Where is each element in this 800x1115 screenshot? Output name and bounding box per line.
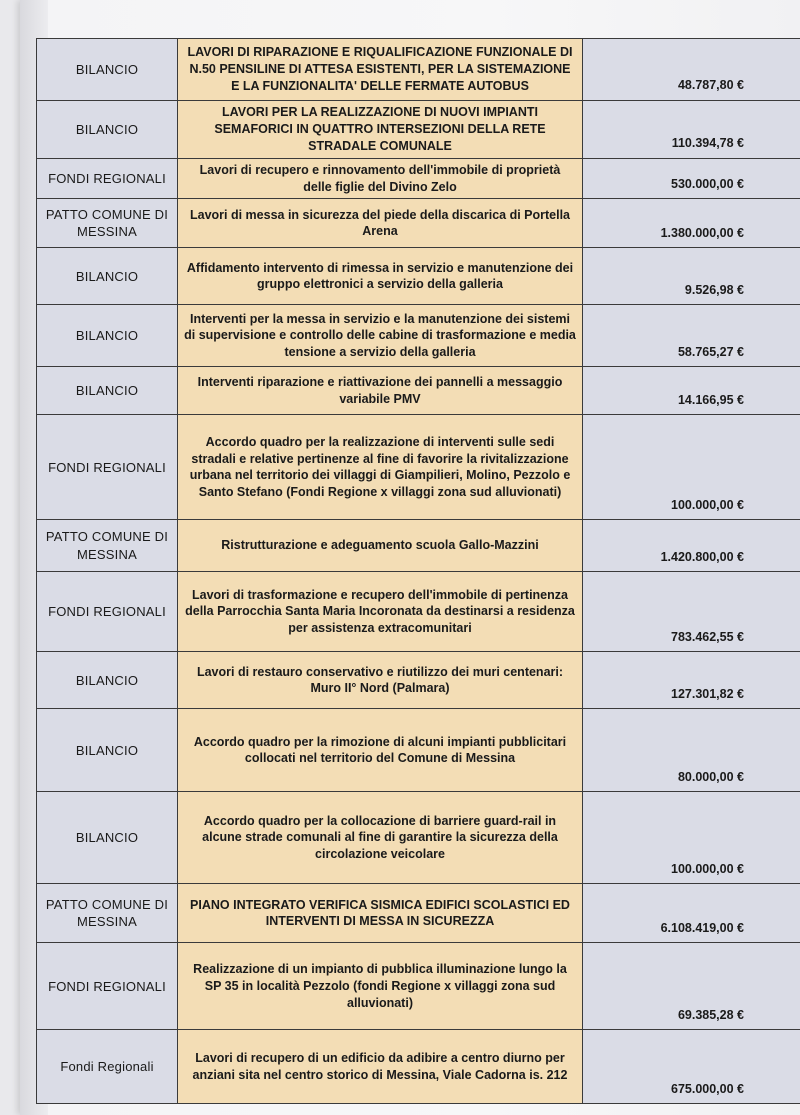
table-row <box>37 1030 800 1104</box>
amount-cell: 14.166,95 € <box>583 367 800 415</box>
table-row <box>37 158 800 199</box>
funding-source-cell: PATTO COMUNE DI MESSINA <box>37 520 178 572</box>
table-row <box>37 652 800 709</box>
table-row <box>37 199 800 248</box>
work-description-cell: Ristrutturazione e adeguamento scuola Gallo-Mazzini <box>178 520 583 572</box>
amount-cell: 530.000,00 € <box>583 158 800 199</box>
funding-source-cell: FONDI REGIONALI <box>37 415 178 520</box>
works-table <box>36 38 800 1104</box>
funding-source-cell: BILANCIO <box>37 367 178 415</box>
work-description-cell: Lavori di recupero e rinnovamento dell'immobile di proprietà delle figlie del Divino Zelo <box>178 158 583 199</box>
funding-source-cell: PATTO COMUNE DI MESSINA <box>37 199 178 248</box>
amount-cell: 110.394,78 € <box>583 101 800 159</box>
amount-cell: 80.000,00 € <box>583 709 800 792</box>
table-row <box>37 943 800 1030</box>
funding-source-cell: BILANCIO <box>37 39 178 101</box>
amount-cell: 127.301,82 € <box>583 652 800 709</box>
amount-cell: 100.000,00 € <box>583 415 800 520</box>
funding-source-cell: BILANCIO <box>37 792 178 884</box>
work-description-cell: Affidamento intervento di rimessa in servizio e manutenzione dei gruppo elettronici a servizio della galleria <box>178 248 583 305</box>
table-row <box>37 520 800 572</box>
table-row <box>37 101 800 159</box>
amount-cell: 783.462,55 € <box>583 572 800 652</box>
funding-source-cell: Fondi Regionali <box>37 1030 178 1104</box>
amount-cell: 675.000,00 € <box>583 1030 800 1104</box>
table-row <box>37 248 800 305</box>
work-description-cell: Accordo quadro per la rimozione di alcuni impianti pubblicitari collocati nel territorio del Comune di Messina <box>178 709 583 792</box>
table-row <box>37 39 800 101</box>
funding-source-cell: FONDI REGIONALI <box>37 943 178 1030</box>
work-description-cell: Lavori di recupero di un edificio da adibire a centro diurno per anziani sita nel centro storico di Messina, Viale Cadorna is. 212 <box>178 1030 583 1104</box>
amount-cell: 9.526,98 € <box>583 248 800 305</box>
table-row <box>37 415 800 520</box>
amount-cell: 58.765,27 € <box>583 305 800 367</box>
table-row <box>37 792 800 884</box>
work-description-cell: LAVORI DI RIPARAZIONE E RIQUALIFICAZIONE FUNZIONALE DI N.50 PENSILINE DI ATTESA ESISTENTI, PER LA SISTEMAZIONE E LA FUNZIONALITA' DELLE FERMATE AUTOBUS <box>178 39 583 101</box>
work-description-cell: Interventi riparazione e riattivazione dei pannelli a messaggio variabile PMV <box>178 367 583 415</box>
funding-source-cell: BILANCIO <box>37 248 178 305</box>
funding-source-cell: FONDI REGIONALI <box>37 572 178 652</box>
amount-cell: 1.420.800,00 € <box>583 520 800 572</box>
work-description-cell: Lavori di messa in sicurezza del piede della discarica di Portella Arena <box>178 199 583 248</box>
work-description-cell: Accordo quadro per la collocazione di barriere guard-rail in alcune strade comunali al fine di garantire la sicurezza della circolazione veicolare <box>178 792 583 884</box>
work-description-cell: Lavori di restauro conservativo e riutilizzo dei muri centenari: Muro II° Nord (Palmara) <box>178 652 583 709</box>
amount-cell: 100.000,00 € <box>583 792 800 884</box>
work-description-cell: Interventi per la messa in servizio e la manutenzione dei sistemi di supervisione e controllo delle cabine di trasformazione e media tensione a servizio della galleria <box>178 305 583 367</box>
work-description-cell: Lavori di trasformazione e recupero dell'immobile di pertinenza della Parrocchia Santa Maria Incoronata da destinarsi a residenza per assistenza extracomunitari <box>178 572 583 652</box>
work-description-cell: Realizzazione di un impianto di pubblica illuminazione lungo la SP 35 in località Pezzolo (fondi Regione x villaggi zona sud alluvionati) <box>178 943 583 1030</box>
table-row <box>37 884 800 943</box>
funding-source-cell: BILANCIO <box>37 305 178 367</box>
funding-source-cell: PATTO COMUNE DI MESSINA <box>37 884 178 943</box>
work-description-cell: LAVORI PER LA REALIZZAZIONE DI NUOVI IMPIANTI SEMAFORICI IN QUATTRO INTERSEZIONI DELLA RETE STRADALE COMUNALE <box>178 101 583 159</box>
funding-source-cell: FONDI REGIONALI <box>37 158 178 199</box>
funding-source-cell: BILANCIO <box>37 101 178 159</box>
table-row <box>37 367 800 415</box>
work-description-cell: Accordo quadro per la realizzazione di interventi sulle sedi stradali e relative pertinenze al fine di favorire la rivitalizzazione urbana nel territorio dei villaggi di Giampilieri, Molino, Pezzolo e Santo Stefano (Fondi Regione x villaggi zona sud alluvionati) <box>178 415 583 520</box>
amount-cell: 1.380.000,00 € <box>583 199 800 248</box>
funding-source-cell: BILANCIO <box>37 652 178 709</box>
amount-cell: 69.385,28 € <box>583 943 800 1030</box>
funding-source-cell: BILANCIO <box>37 709 178 792</box>
table-row <box>37 709 800 792</box>
work-description-cell: PIANO INTEGRATO VERIFICA SISMICA EDIFICI SCOLASTICI ED INTERVENTI DI MESSA IN SICUREZZA <box>178 884 583 943</box>
amount-cell: 48.787,80 € <box>583 39 800 101</box>
table-row <box>37 305 800 367</box>
table-row <box>37 572 800 652</box>
amount-cell: 6.108.419,00 € <box>583 884 800 943</box>
